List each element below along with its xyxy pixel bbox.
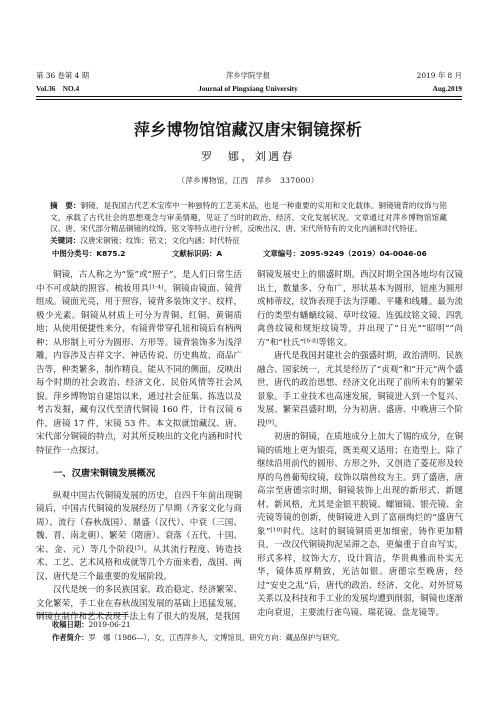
abstract-label: 摘 要： — [50, 201, 81, 210]
footnote-rule — [36, 614, 128, 615]
author-bio-note — [36, 632, 462, 645]
section-heading: 一、汉唐宋铜镜发展概况 — [53, 468, 156, 479]
received-label: 收稿日期： — [52, 620, 89, 629]
text-run: 。铜镜由镜面、镜背组成。镜面光亮，用于照容，镜背多装饰文字、纹样，极少光素。铜镜从材质上可分为青铜、红铜、黄铜质地；从使用便捷性来分，有镜背带穿孔钮和镜后有柄两种；从形制上可分为圆形、方形等。镜背装饰多为浅浮雕，内容涉及吉祥文字、神话传说、历史典故、商品广告等，种类繁多，制作精良。能从不同的侧面，反映出每个时期的社会政治、经济文化、民俗风情等社会风貌。萍乡博物馆自建馆以来，通过社会征集、拣选以及考古发掘，藏有汉代至清代铜镜 160 件，计有汉镜 6 件，唐镜 17 件，宋镜 53 件。本文拟就馆藏汉、唐、宋代部分铜镜的特点，对其所反映出的文化内涵和时代特征作一点探讨。 — [36, 283, 242, 456]
text-run: 时代。这时的铜镜铜质更加细密，铸作更加精良，一改汉代铜镜拘泥呆滞之态，更偏重于自由写实，形式多样，纹饰大方，设计简洁，华贵典雅而朴实无华，镜体质厚精致，光洁如银。唐德宗至晚唐，经过“安史之乱”后，唐代的政治、经济、文化、对外贸易关系以及科技和手工业的发展均遭到削弱，铜镜也逐渐走向衰退，主要流行雀鸟镜、瑞花镜、盘龙镜等。 — [257, 526, 463, 618]
header-date — [332, 70, 462, 95]
abstract — [50, 200, 447, 235]
early-tang-paragraph — [257, 431, 463, 620]
classification-line — [50, 248, 450, 260]
body-column-right — [257, 269, 463, 620]
date-en: Aug.2019 — [432, 83, 462, 93]
received-date-note — [36, 619, 462, 632]
keywords-text: 汉唐宋铜镜；纹饰；铭文；文化内涵；时代特征 — [80, 236, 240, 245]
text-run: 初唐的铜镜，在质地成分上加大了锡的成分，在铜镜的质地上更为银亮，既美观又适用；在造型上，除了继续沿用前代的圆形、方形之外，又创造了菱花形及较厚的鸟兽葡萄纹镜，纹饰以瑞兽纹为主。到了盛唐，唐高宗至唐德宗时期，铜镜装饰上出现的新形式、新题材、新风格，尤其是金银平脱镜、螺钿镜、银壳镜、金壳镜等镜的创新，使铜镜进入到了富丽绚烂的“盛唐气象” — [257, 432, 463, 537]
han-paragraph-continued — [257, 269, 463, 350]
header-rule-thin — [36, 99, 462, 100]
text-run: 铜镜发展史上的鼎盛时期。西汉时期全国各地均有汉镜出土，数量多、分布广，形状基本为圆形，钮座为圆形或柿蒂纹，纹饰表现手法为浮雕、平雕和线雕。最为流行的类型有蟠螭纹镜、草叶纹镜、连弧纹铭文镜、四乳禽兽纹镜和规矩纹镜等，并出现了“日光”“昭明”“尚方”和“杜氏” — [257, 270, 463, 348]
author-affiliation: （萍乡博物馆，江西 萍乡 337000） — [177, 176, 319, 185]
body-column-left — [36, 269, 242, 625]
header-rule-thick — [36, 96, 462, 97]
journal-name-cn: 萍乡学院学报 — [225, 71, 271, 80]
text-run: 汉代是统一的多民族国家，政治稳定、经济繁荣、文化繁荣，手工业在春秋战国发展的基础上迅猛发展，铜镜在制作和艺术表现手法上有了很大的发展，是我国 — [36, 585, 242, 622]
citation: [1-4] — [149, 282, 164, 290]
clc-number: 中图分类号：K875.2 — [52, 249, 126, 258]
intro-paragraph — [36, 269, 242, 458]
text-run: 唐代是我国封建社会的强盛时期，政治清明、民族融合、国家统一，尤其是经历了“贞观”和“开元”两个盛世，唐代的政治思想、经济文化出现了前所未有的繁荣景象。手工业技术也高速发展，铜镜进入到一个复兴、发展、繁荣昌盛时期，分为初唐、盛唐、中晚唐三个阶段 — [257, 351, 463, 429]
abstract-text: 铜镜，是我国古代艺术宝库中一种独特的工艺美术品，也是一种重要的实用和文化载体。铜镜镜背的纹饰与铭文，承载了古代社会的思想观念与审美情趣，见证了当时的政治、经济、文化发展状况。文章通过对萍乡博物馆馆藏汉、唐、宋代部分精品铜镜的纹饰、铭文等特点进行分析，反映出汉、唐、宋代所特有的文化内涵和时代特征。 — [50, 201, 447, 234]
journal-name-en: Journal of Pingxiang University — [198, 83, 298, 93]
header-journal — [148, 70, 348, 95]
text-run: 铜镜，古人称之为“鉴”或“照子”，是人们日常生活中不可或缺的照容、梳妆用具 — [36, 270, 242, 294]
citation: [10] — [270, 525, 283, 533]
text-run: 。 — [273, 418, 283, 429]
header-volume — [36, 70, 166, 95]
keywords-label: 关键词： — [50, 236, 81, 245]
article-number: 文章编号：2095-9249（2019）04-0046-06 — [263, 249, 427, 258]
date-cn: 2019 年 8 月 — [416, 71, 462, 80]
author-bio-label: 作者简介： — [52, 632, 89, 642]
citation: [5] — [134, 543, 144, 551]
article-title: 萍乡博物馆馆藏汉唐宋铜镜探析 — [133, 120, 363, 139]
author-bio-text: 罗 娜（1986—），女，江西萍乡人，文博馆员，研究方向：藏品保护与研究。 — [88, 632, 345, 642]
volume-en: Vol.36 NO.4 — [36, 83, 80, 93]
text-run: 纵观中国古代铜镜发展的历史，自四千年前出现铜镜后，中国古代铜镜的发展经历了早期（齐家文化与商周）、流行（春秋战国）、鼎盛（汉代）、中衰（三国、魏、晋、南北朝）、繁荣（隋唐）、衰落（五代、十国、宋、金、元）等几个阶段 — [36, 490, 242, 555]
tang-paragraph — [257, 350, 463, 431]
keywords — [50, 235, 447, 247]
text-run: 等铭文。 — [318, 337, 353, 348]
article-authors: 罗 娜，刘遇春 — [201, 150, 295, 163]
text-run: 。从其流行程度、铸造技术、工艺、艺术风格和成就等几个方面来看，战国、两汉、唐代是三个最重要的发展阶段。 — [36, 544, 242, 582]
volume-cn: 第 36 卷第 4 期 — [36, 71, 90, 80]
overview-paragraph — [36, 490, 242, 585]
document-code: 文献标识码：A — [172, 249, 223, 258]
received-date: 2019-06-21 — [88, 620, 131, 629]
citation: [9] — [265, 417, 274, 425]
footnotes — [36, 619, 462, 644]
citation: [6-8] — [304, 336, 319, 344]
